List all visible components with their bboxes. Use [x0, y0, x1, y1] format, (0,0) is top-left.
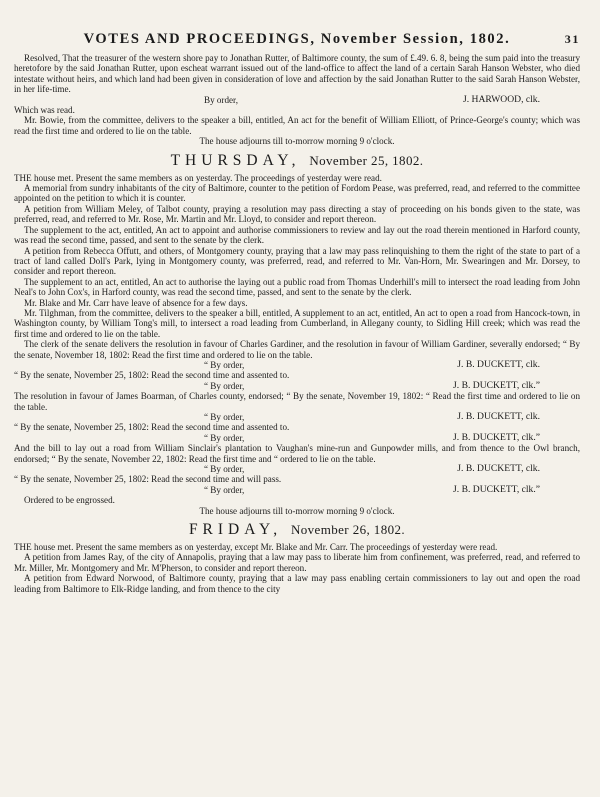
- paragraph: The clerk of the senate delivers the resolution in favour of Charles Gardiner, and the resolution in favour of William Gardiner, severally endorsed; “ By the senate, November 18, 1802: Read the first time and ordered to lie on the table.: [14, 339, 580, 360]
- bowie-paragraph: Mr. Bowie, from the committee, delivers to the speaker a bill, entitled, An act for the benefit of William Elliott, of Prince-George's county; which was read the first time and ordered to lie on the table.: [14, 115, 580, 136]
- paragraph: A petition from William Meley, of Talbot county, praying a resolution may pass directing a stay of proceeding on his bonds given to the state, was preferred, read, and referred to Mr. Rose, Mr. Martin and Mr. Lloyd, to consider and report thereon.: [14, 203, 580, 225]
- paragraph: THE house met. Present the same members as on yesterday, except Mr. Blake and Mr. Carr. The proceedings of yesterday were read.: [14, 542, 498, 553]
- adjournment-line: The house adjourns till to-morrow morning 9 o'clock.: [199, 505, 395, 516]
- paragraph: Mr. Tilghman, from the committee, delivers to the speaker a bill, entitled, A supplement to an act, entitled, An act to open a road from Hancock-town, in Washington county, by William Tong's mill, to intersect a road leading from Cumberland, in Allegany county, to Sidling Hill creek; which was read the first time and ordered to lie on the table.: [14, 307, 580, 339]
- resolution-paragraph: Resolved, That the treasurer of the western shore pay to Jonathan Rutter, of Baltimore county, the sum of £.49. 6. 8, being the sum paid into the treasury heretofore by the said Jonathan Rutter, upon escheat warrant issued out of the land-office to affect the land of a certain Sarah Hanson Webster, who died intestate without heirs, and which land had been given in consideration of love and affection by the said Jonathan Rutter to the said Sarah Hanson Webster, in her life-time.: [14, 53, 580, 95]
- paragraph: A petition from James Ray, of the city of Annapolis, praying that a law may pass to liberate him from confinement, was preferred, read, and referred to Mr. Miller, Mr. Montgomery and Mr. M'Pherson, to consider and report thereon.: [14, 552, 580, 573]
- page-title: VOTES AND PROCEEDINGS, November Session, 1802.: [83, 31, 511, 47]
- page-number: 31: [564, 32, 580, 46]
- paragraph: Mr. Blake and Mr. Carr have leave of absence for a few days.: [24, 297, 248, 308]
- paragraph: The resolution in favour of James Boarman, of Charles county, endorsed; “ By the senate, November 19, 1802: “ Read the first time and ordered to lie on the table.: [14, 391, 580, 412]
- clerk-signature: J. B. DUCKETT, clk.: [457, 358, 540, 370]
- clerk-signature: J. B. DUCKETT, clk.: [457, 463, 540, 475]
- by-order-label: “ By order,: [204, 464, 245, 475]
- signature-block: [14, 464, 580, 474]
- day-heading-friday: [14, 520, 580, 540]
- senate-endorsement: “ By the senate, November 25, 1802: Read the second time and will pass.: [14, 474, 282, 485]
- day-date: November 26, 1802.: [290, 522, 406, 538]
- clerk-signature: J. B. DUCKETT, clk.”: [453, 379, 540, 391]
- by-order-label: “ By order,: [204, 380, 245, 391]
- day-name: FRIDAY,: [188, 521, 283, 539]
- signature-block: [14, 360, 580, 370]
- engrossed-line: Ordered to be engrossed.: [24, 495, 115, 506]
- clerk-signature: J. HARWOOD, clk.: [462, 93, 540, 105]
- paragraph: A petition from Rebecca Offutt, and others, of Montgomery county, praying that a law may pass relinquishing to them the right of the state to part of a tract of land called Doll's Park, lying in Montgomery county, was preferred, read, and referred to Mr. Van-Horn, Mr. Swearingen and Mr. Dorsey, to consider and report thereon.: [14, 245, 580, 277]
- signature-block: [14, 485, 580, 495]
- paragraph: A petition from Edward Norwood, of Baltimore county, praying that a law may pass enabling certain commissioners to lay out and open the road leading from Baltimore to Elk-Ridge landing, and from thence to the city: [14, 573, 580, 594]
- by-order-label: “ By order,: [204, 484, 245, 495]
- paragraph: THE house met. Present the same members as on yesterday. The proceedings of yesterday were read.: [14, 172, 382, 183]
- clerk-signature: J. B. DUCKETT, clk.: [457, 411, 540, 422]
- day-name: THURSDAY,: [170, 151, 301, 169]
- clerk-signature: J. B. DUCKETT, clk.”: [453, 431, 540, 443]
- paragraph: And the bill to lay out a road from William Sinclair's plantation to Vaughan's mine-run and Gunpowder mills, and from thence to the Owl branch, endorsed; “ By the senate, November 22, 1802: Read the first time and “ ordered to lie on the table.: [14, 443, 580, 464]
- senate-endorsement: “ By the senate, November 25, 1802: Read the second time and assented to.: [14, 422, 290, 433]
- signature-block: [14, 95, 580, 105]
- signature-block: [14, 412, 580, 422]
- adjournment-line: The house adjourns till to-morrow morning 9 o'clock.: [199, 136, 395, 147]
- signature-block: [14, 381, 580, 391]
- by-order-label: By order,: [204, 94, 238, 105]
- which-read-line: Which was read.: [14, 105, 75, 116]
- running-head: [14, 30, 580, 48]
- senate-endorsement: “ By the senate, November 25, 1802: Read the second time and assented to.: [14, 370, 290, 381]
- by-order-label: “ By order,: [204, 432, 245, 443]
- day-date: November 25, 1802.: [309, 152, 424, 168]
- paragraph: A memorial from sundry inhabitants of the city of Baltimore, counter to the petition of Fordom Pease, was preferred, read, and referred to the committee appointed on the petition to which it is counter.: [14, 183, 580, 204]
- day-heading-thursday: [14, 151, 580, 171]
- paragraph: The supplement to the act, entitled, An act to appoint and authorise commissioners to review and lay out the road therein mentioned in Harford county, was read the second time, passed, and sent to the senate by the clerk.: [14, 224, 580, 246]
- by-order-label: “ By order,: [204, 359, 245, 370]
- by-order-label: “ By order,: [204, 412, 245, 422]
- signature-block: [14, 433, 580, 443]
- clerk-signature: J. B. DUCKETT, clk.”: [453, 483, 540, 495]
- paragraph: The supplement to an act, entitled, An act to authorise the laying out a public road from Thomas Underhill's mill to intersect the road leading from John Neal's to John Cox's, in Harford county, was read the second time, passed, and sent to the senate by the clerk.: [14, 276, 580, 298]
